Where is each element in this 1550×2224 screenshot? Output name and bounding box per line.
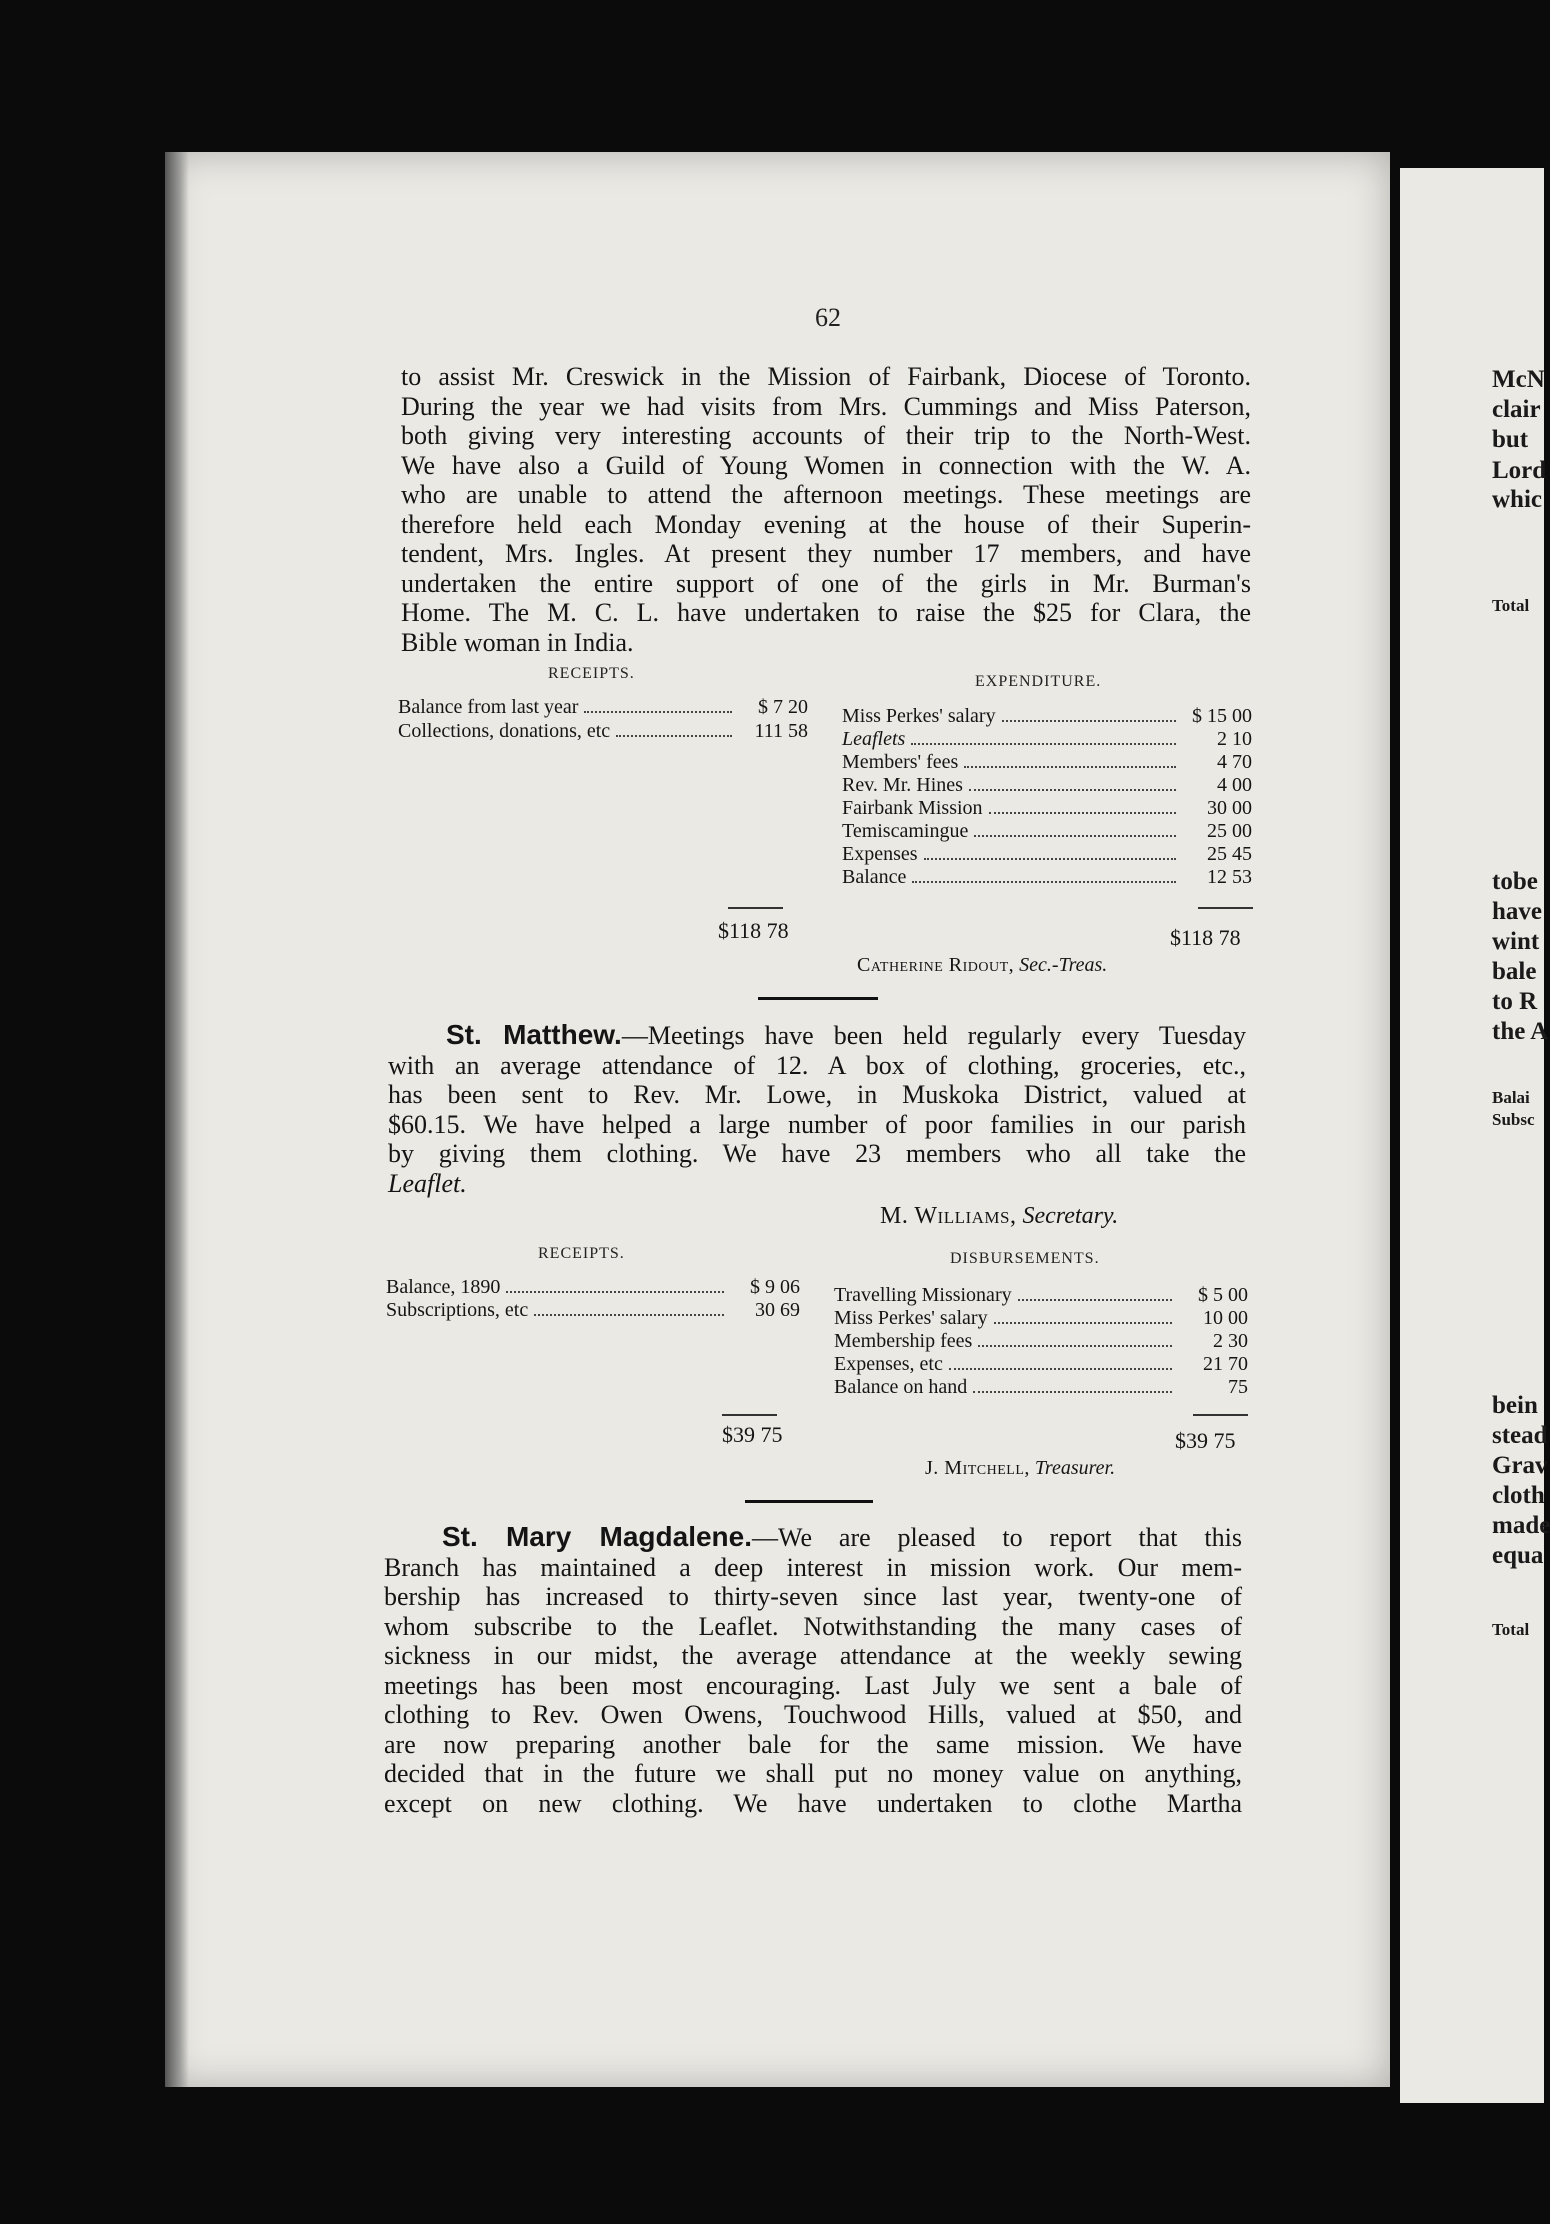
expenditure-row: [842, 705, 1252, 728]
expenditure-label: Members' fees: [842, 751, 959, 773]
facing-fragment: bein: [1492, 1392, 1538, 1419]
sum-rule: [1193, 1414, 1248, 1416]
text-line: by giving them clothing. We have 23 members who all take the: [388, 1139, 1246, 1168]
disbursement-label: Travelling Missionary: [834, 1284, 1012, 1306]
receipts-total: $118 78: [718, 918, 789, 943]
facing-fragment: Balai: [1492, 1088, 1530, 1107]
expenditure-row: [842, 866, 1252, 889]
receipt-amount: $ 9 06: [750, 1276, 800, 1298]
expenditure-amount: 2 10: [1217, 728, 1252, 750]
disbursement-label: Membership fees: [834, 1330, 973, 1352]
expenditure-row: [842, 843, 1252, 866]
facing-fragment: equa: [1492, 1542, 1544, 1569]
expenditure-label: Temiscamingue: [842, 820, 969, 842]
facing-fragment: stead: [1492, 1422, 1548, 1449]
expenditure-amount: 12 53: [1207, 866, 1252, 888]
text-line: We have also a Guild of Young Women in connection with the W. A.: [401, 450, 1251, 480]
page-binding-shadow: [165, 152, 189, 2087]
expenditure-amount: 4 00: [1217, 774, 1252, 796]
facing-fragment: Lord: [1492, 457, 1547, 484]
expenditure-amount: 25 45: [1207, 843, 1252, 865]
disbursement-amount: $ 5 00: [1198, 1284, 1248, 1306]
section-divider: [758, 997, 878, 1000]
facing-page: [1400, 168, 1550, 2103]
expenditure-amount: 30 00: [1207, 797, 1252, 819]
text-line: except on new clothing. We have undertaken to clothe Martha: [384, 1788, 1242, 1818]
section-heading: St. Mary Magdalene.: [442, 1521, 752, 1552]
text-line: has been sent to Rev. Mr. Lowe, in Muskoka District, valued at: [388, 1080, 1246, 1109]
expenditure-label: Expenses: [842, 843, 918, 865]
text-line: who are unable to attend the afternoon meetings. These meetings are: [401, 480, 1251, 509]
expenditure-row: [842, 728, 1252, 751]
expenditure-label: Balance: [842, 866, 907, 888]
text-line: Home. The M. C. L. have undertaken to raise the $25 for Clara, the: [401, 598, 1251, 627]
expenditure-row: [842, 797, 1252, 820]
receipt-amount: 111 58: [754, 720, 808, 742]
signature-title: Sec.-Treas.: [1019, 954, 1108, 976]
facing-fragment: bale: [1492, 958, 1537, 985]
expenditure-row: [842, 751, 1252, 774]
receipt-row: [386, 1299, 800, 1322]
text-line: meetings has been most encouraging. Last July we sent a bale of: [384, 1670, 1242, 1700]
disbursement-row: [834, 1330, 1248, 1353]
receipts-heading: RECEIPTS.: [548, 665, 635, 682]
receipt-label: Balance, 1890: [386, 1276, 501, 1298]
facing-fragment: clair: [1492, 396, 1541, 423]
facing-fragment: but: [1492, 426, 1529, 453]
text-line: tendent, Mrs. Ingles. At present they number 17 members, and have: [401, 539, 1251, 568]
text-line: both giving very interesting accounts of their trip to the North-West.: [401, 421, 1251, 450]
facing-fragment: tobe: [1492, 868, 1538, 895]
disbursement-row: [834, 1307, 1248, 1330]
sum-rule: [728, 907, 783, 909]
facing-fragment: McN: [1492, 366, 1545, 393]
disbursement-row: [834, 1353, 1248, 1376]
receipts-total: $39 75: [722, 1422, 783, 1447]
expenditure-row: [842, 820, 1252, 843]
disbursement-amount: 2 30: [1213, 1330, 1248, 1352]
receipt-amount: $ 7 20: [758, 696, 808, 718]
sum-rule: [722, 1414, 777, 1416]
page-number: 62: [815, 303, 841, 332]
disbursements-heading: DISBURSEMENTS.: [950, 1250, 1100, 1267]
expenditure-amount: 25 00: [1207, 820, 1252, 842]
receipt-row: [398, 720, 808, 743]
text-line: Leaflet.: [388, 1168, 467, 1198]
facing-fragment: cloth: [1492, 1482, 1545, 1509]
text-line: bership has increased to thirty-seven since last year, twenty-one of: [384, 1582, 1242, 1611]
facing-fragment: Total: [1492, 596, 1530, 615]
facing-fragment: have: [1492, 898, 1542, 925]
text-line: St. Matthew.—Meetings have been held regularly every Tuesday: [446, 1019, 1246, 1050]
text-line: decided that in the future we shall put no money value on anything,: [384, 1759, 1242, 1788]
st-mary-magdalene-paragraph: [384, 1522, 1242, 1818]
facing-fragment: made: [1492, 1512, 1550, 1539]
sum-rule: [1198, 907, 1253, 909]
disbursement-amount: 10 00: [1203, 1307, 1248, 1329]
signature: [857, 954, 1107, 977]
expenditure-heading: EXPENDITURE.: [975, 673, 1102, 690]
facing-fragment: whic: [1492, 486, 1542, 513]
disbursement-amount: 21 70: [1203, 1353, 1248, 1375]
text-line: with an average attendance of 12. A box of clothing, groceries, etc.,: [388, 1050, 1246, 1080]
intro-paragraph: [401, 362, 1251, 657]
facing-fragment: Subsc: [1492, 1110, 1535, 1129]
receipt-label: Collections, donations, etc: [398, 720, 611, 742]
text-line: sickness in our midst, the average attendance at the weekly sewing: [384, 1641, 1242, 1670]
expenditure-amount: $ 15 00: [1192, 705, 1252, 727]
disbursement-row: [834, 1376, 1248, 1399]
facing-fragment: Total: [1492, 1620, 1530, 1639]
signature-title: Secretary.: [1022, 1203, 1119, 1229]
text-line: clothing to Rev. Owen Owens, Touchwood Hills, valued at $50, and: [384, 1700, 1242, 1729]
expenditure-label: Rev. Mr. Hines: [842, 774, 963, 796]
facing-fragment: wint: [1492, 928, 1540, 955]
receipt-row: [398, 696, 808, 719]
expenditure-label: Miss Perkes' salary: [842, 705, 996, 727]
signature: [880, 1203, 1118, 1230]
st-matthew-paragraph: [388, 1020, 1246, 1198]
expenditure-amount: 4 70: [1217, 751, 1252, 773]
disbursement-row: [834, 1284, 1248, 1307]
text-line: Bible woman in India.: [401, 627, 634, 657]
disbursement-label: Expenses, etc: [834, 1353, 943, 1375]
receipt-label: Balance from last year: [398, 696, 579, 718]
disbursements-total: $39 75: [1175, 1428, 1236, 1453]
signature-name: Catherine Ridout,: [857, 954, 1015, 976]
expenditure-label: Leaflets: [842, 728, 906, 750]
facing-fragment: Grav: [1492, 1452, 1548, 1479]
text-line: to assist Mr. Creswick in the Mission of Fairbank, Diocese of Toronto.: [401, 362, 1251, 391]
text-line: St. Mary Magdalene.—We are pleased to report that this: [442, 1521, 1242, 1552]
text-line: undertaken the entire support of one of the girls in Mr. Burman's: [401, 568, 1251, 598]
text-line: During the year we had visits from Mrs. Cummings and Miss Paterson,: [401, 391, 1251, 421]
signature-title: Treasurer.: [1034, 1457, 1116, 1479]
section-heading: St. Matthew.: [446, 1019, 622, 1050]
disbursement-amount: 75: [1228, 1376, 1248, 1398]
text-line: therefore held each Monday evening at the house of their Superin-: [401, 509, 1251, 539]
text-line: Branch has maintained a deep interest in mission work. Our mem-: [384, 1552, 1242, 1582]
text-line: whom subscribe to the Leaflet. Notwithstanding the many cases of: [384, 1611, 1242, 1641]
text-line: are now preparing another bale for the same mission. We have: [384, 1729, 1242, 1759]
expenditure-row: [842, 774, 1252, 797]
disbursement-label: Balance on hand: [834, 1376, 968, 1398]
section-divider: [745, 1500, 873, 1503]
signature: [925, 1457, 1115, 1480]
receipt-label: Subscriptions, etc: [386, 1299, 529, 1321]
receipt-amount: 30 69: [755, 1299, 800, 1321]
facing-fragment: to R: [1492, 988, 1538, 1015]
signature-name: M. Williams,: [880, 1203, 1017, 1229]
expenditure-label: Fairbank Mission: [842, 797, 983, 819]
text-line: $60.15. We have helped a large number of poor families in our parish: [388, 1109, 1246, 1139]
disbursement-label: Miss Perkes' salary: [834, 1307, 988, 1329]
expenditure-total: $118 78: [1170, 925, 1241, 950]
facing-fragment: the A: [1492, 1018, 1549, 1045]
receipts-heading: RECEIPTS.: [538, 1245, 625, 1262]
signature-name: J. Mitchell,: [925, 1457, 1030, 1479]
receipt-row: [386, 1276, 800, 1299]
